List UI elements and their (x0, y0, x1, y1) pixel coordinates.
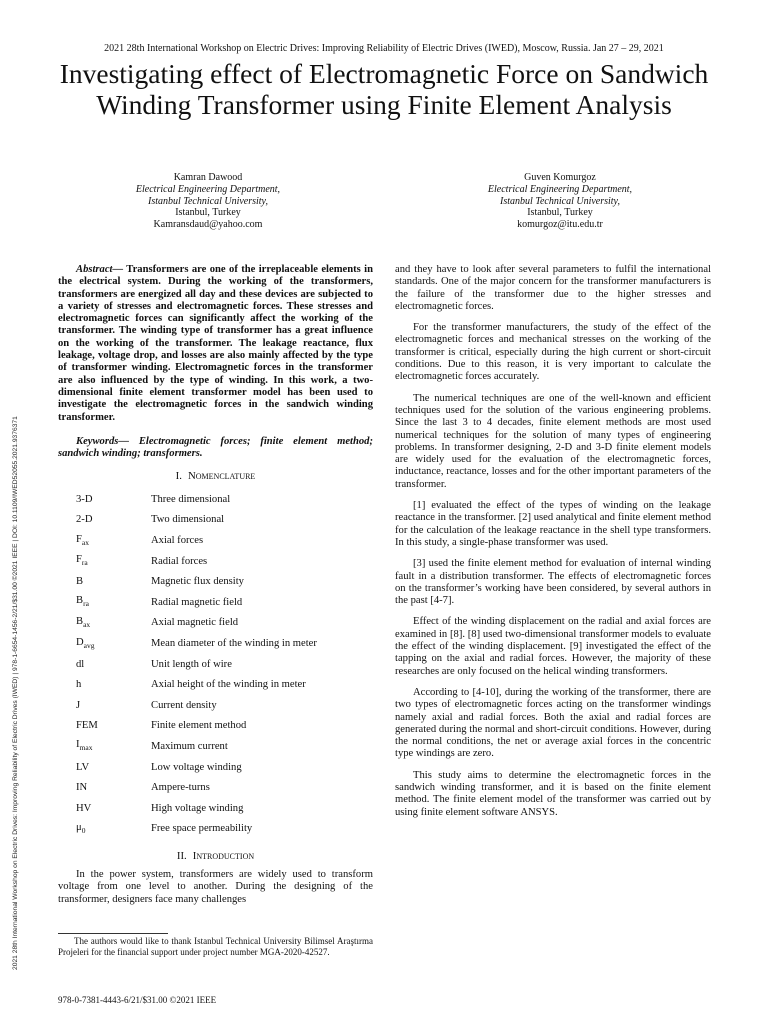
nomenclature-symbol (58, 576, 151, 588)
nomenclature-definition: Mean diameter of the winding in meter (151, 638, 317, 650)
nomenclature-symbol (58, 554, 151, 569)
nomenclature-row (58, 716, 373, 737)
nomenclature-row (58, 757, 373, 778)
symbol-main: dl (76, 658, 85, 670)
symbol-subscript: ax (83, 620, 91, 630)
footnote (58, 933, 373, 957)
section-heading-nomenclature (58, 470, 373, 482)
author-name: Guven Komurgoz (524, 172, 596, 183)
abstract (58, 264, 373, 424)
nomenclature-row (58, 490, 373, 511)
nomenclature-symbol (58, 822, 151, 837)
author-university: Istanbul Technical University, (148, 195, 268, 207)
intro-paragraph: [3] used the finite element method for evaluation of internal winding fault in a distribution transformer. The effects of electromagnetic forces on the transformer’s working have been considered, by several authors in the past [4-7]. (395, 558, 711, 607)
symbol-subscript: ra (81, 558, 88, 568)
symbol-main: F (76, 533, 82, 545)
copyright: 978-0-7381-4443-6/21/$31.00 ©2021 IEEE (58, 995, 217, 1005)
intro-paragraph: The numerical techniques are one of the well-known and efficient techniques used for the solution of the various engineering problems. Since the last 3 to 4 decades, finite element methods are most used numerical techniques for the solution of many types of engineering problems. In transformer designing, 2-D and 3-D finite element models are widely used for the evaluation of the electromagnetic forces, inductance, reactance, losses and for the other important parameters of the transformer. (395, 392, 711, 490)
author-email[interactable]: komurgoz@itu.edu.tr (517, 219, 603, 231)
intro-paragraph: This study aims to determine the electromagnetic forces in the sandwich winding transformer, and it is based on the finite element method. The finite element model of the transformer was carried out by using finite element software ANSYS. (395, 769, 711, 818)
nomenclature-row (58, 613, 373, 634)
nomenclature-symbol (58, 782, 151, 794)
nomenclature-symbol (58, 659, 151, 671)
intro-paragraph: and they have to look after several parameters to fulfil the international standards. One of the major concern for the transformer manufacturers is the failure of the transformer due to the higher stresses and electromagnetic forces. (395, 264, 711, 312)
nomenclature-symbol (58, 616, 151, 631)
nomenclature-definition: Free space permeability (151, 823, 253, 835)
nomenclature-symbol (58, 595, 151, 610)
section-title: Nomenclature (187, 470, 256, 483)
nomenclature-row (58, 552, 373, 573)
nomenclature-row (58, 572, 373, 593)
nomenclature-definition: Radial forces (151, 555, 208, 567)
nomenclature-row (58, 799, 373, 820)
paper-title: Investigating effect of Electromagnetic Force on Sandwich Winding Transformer using Finite Element Analysis (59, 58, 709, 120)
symbol-main: 3-D (76, 493, 93, 505)
symbol-main: h (76, 679, 82, 691)
symbol-subscript: ax (81, 537, 89, 547)
nomenclature-row (58, 593, 373, 614)
footnote-text: The authors would like to thank Istanbul Technical University Bilimsel Araştırma Projeleri for the financial support under project number MGA-2020-42527. (58, 936, 373, 957)
author-location: Istanbul, Turkey (175, 207, 241, 219)
section-number: II. (176, 849, 187, 862)
symbol-subscript: max (79, 743, 93, 753)
symbol-main: B (76, 615, 84, 627)
intro-paragraph: For the transformer manufacturers, the study of the effect of the electromagnetic forces and mechanical stresses on the working of the transformer is critical, especially during the high current or short-circuit conditions. Due to this reason, it is very important to calculate the electromagnetic forces accurately. (395, 322, 711, 383)
symbol-main: F (76, 554, 82, 566)
nomenclature-definition: Three dimensional (151, 493, 231, 505)
symbol-main: IN (76, 782, 88, 794)
author-department: Electrical Engineering Department, (135, 183, 281, 195)
symbol-subscript: avg (83, 640, 95, 650)
conference-header: 2021 28th International Workshop on Electric Drives: Improving Reliability of Electric Drives (IWED), Moscow, Russia. Jan 27 – 29, 2021 (104, 43, 664, 54)
author-email[interactable]: Kamransdaud@yahoo.com (153, 219, 263, 231)
nomenclature-definition: Maximum current (151, 741, 228, 753)
nomenclature-row (58, 737, 373, 758)
author-university: Istanbul Technical University, (500, 195, 620, 207)
symbol-main: 2-D (76, 514, 93, 526)
nomenclature-definition: Ampere-turns (151, 782, 210, 794)
footnote-rule (58, 933, 168, 934)
author-block-1 (58, 172, 358, 231)
symbol-main: FEM (76, 720, 98, 732)
symbol-main: I (76, 739, 80, 751)
nomenclature-symbol (58, 494, 151, 506)
nomenclature-symbol (58, 739, 151, 754)
symbol-main: HV (76, 802, 92, 814)
nomenclature-definition: Axial height of the winding in meter (151, 679, 306, 691)
section-title: Introduction (192, 849, 255, 862)
nomenclature-row (58, 531, 373, 552)
nomenclature-definition: Magnetic flux density (151, 576, 244, 588)
nomenclature-row (58, 675, 373, 696)
nomenclature-symbol (58, 700, 151, 712)
nomenclature-row (58, 634, 373, 655)
nomenclature-symbol (58, 762, 151, 774)
nomenclature-symbol (58, 637, 151, 652)
nomenclature-symbol (58, 514, 151, 526)
nomenclature-definition: Low voltage winding (151, 761, 242, 773)
nomenclature-symbol (58, 534, 151, 549)
intro-paragraph: Effect of the winding displacement on the radial and axial forces are examined in [8]. [8] used two-dimensional transformer models to evaluate the effect of the winding displacement. [9] investigated the effect of the tapping on the axial and radial forces. However, the majority of these researches are only focused on the helical winding transformers. (395, 616, 711, 677)
intro-paragraph: [1] evaluated the effect of the types of winding on the leakage reactance in the transformer. [2] used analytical and finite element method for the calculation of the leakage reactance in the shell type transformers. In this study, a single-phase transformer was used. (395, 500, 711, 548)
symbol-main: B (76, 595, 84, 607)
keywords: Keywords— Electromagnetic forces; finite element method; sandwich winding; transformers. (58, 435, 373, 460)
nomenclature-definition: Radial magnetic field (151, 596, 243, 608)
symbol-main: μ (76, 821, 82, 833)
symbol-main: J (76, 699, 81, 711)
nomenclature-row (58, 819, 373, 840)
symbol-main: D (76, 636, 84, 648)
abstract-text: Transformers are one of the irreplaceable elements in the electrical system. During the working of the transformers, transformers are energized all day and these devices are subjected to a variety of stresses and electromagnetic forces. These stresses and electromagnetic forces can significantly affect the working of the transformer. The winding type of transformer has a great influence on the working of the transformer. The leakage reactance, flux leakage, voltage drop, and losses are also mainly affected by the type of transformer winding. Electromagnetic forces in the transformer are also influenced by the type of winding. In this work, a two-dimensional finite element transformer model has been used to investigate the electromagnetic forces in the sandwich winding transformer. (58, 264, 373, 423)
nomenclature-definition: Finite element method (151, 720, 247, 732)
symbol-main: LV (76, 761, 90, 773)
intro-paragraph: According to [4-10], during the working of the transformer, there are two types of electromagnetic forces acting on the transformer windings namely axial and radial forces. Both the axial and radial forces are generated during the normal and short-circuit conditions. However, during the normal conditions, the net or average axial forces in the concentric type windings are zero. (395, 686, 711, 760)
nomenclature-symbol (58, 679, 151, 691)
nomenclature-row (58, 696, 373, 717)
nomenclature-row (58, 655, 373, 676)
author-department: Electrical Engineering Department, (487, 183, 633, 195)
nomenclature-definition: Axial forces (151, 535, 204, 547)
nomenclature-row (58, 778, 373, 799)
nomenclature-definition: Unit length of wire (151, 658, 232, 670)
nomenclature-definition: Two dimensional (151, 514, 225, 526)
nomenclature-symbol (58, 803, 151, 815)
nomenclature-row (58, 510, 373, 531)
symbol-subscript: 0 (81, 825, 86, 835)
section-heading-introduction (58, 850, 373, 862)
nomenclature-symbol (58, 720, 151, 732)
author-name: Kamran Dawood (173, 172, 243, 183)
author-location: Istanbul, Turkey (527, 207, 593, 219)
nomenclature-definition: High voltage winding (151, 802, 244, 814)
abstract-lead: Abstract— (76, 264, 124, 275)
author-block-2 (410, 172, 710, 231)
left-column (58, 264, 373, 915)
symbol-main: B (76, 576, 84, 588)
symbol-subscript: ra (83, 599, 89, 609)
nomenclature-list (58, 490, 373, 840)
intro-paragraph: In the power system, transformers are widely used to transform voltage from one level to another. During the designing of the transformer, designers face many challenges (58, 869, 373, 905)
section-number: I. (175, 470, 182, 483)
nomenclature-definition: Axial magnetic field (151, 617, 239, 629)
sidebar-citation: 2021 28th International Workshop on Electric Drives: Improving Reliability of Electric Drives (IWED) | 978-1-6654-1456-2/21/$31.00 ©2021 IEEE | DOI: 10.1109/IWED52055.2021.9376371 (12, 416, 19, 970)
nomenclature-definition: Current density (151, 699, 217, 711)
right-column (395, 264, 711, 828)
